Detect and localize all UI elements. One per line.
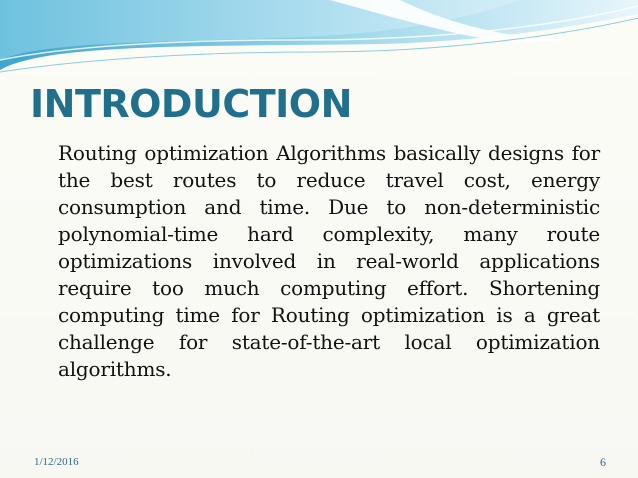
header-wave-decoration: [0, 0, 638, 80]
slide-title: INTRODUCTION: [30, 82, 352, 126]
slide-body-text: Routing optimization Algorithms basically designs for the best routes to reduce travel cost, energy consumption and time. Due to non-deterministic polynomial-time hard complexity, many route optimizations involved in real-world applications require too much computing effort. Shortening computing time for Routing optimization is a great challenge for state-of-the-art local optimization algorithms.: [58, 141, 600, 381]
footer-date: 1/12/2016: [34, 456, 79, 468]
footer-page-number: 6: [600, 455, 606, 469]
